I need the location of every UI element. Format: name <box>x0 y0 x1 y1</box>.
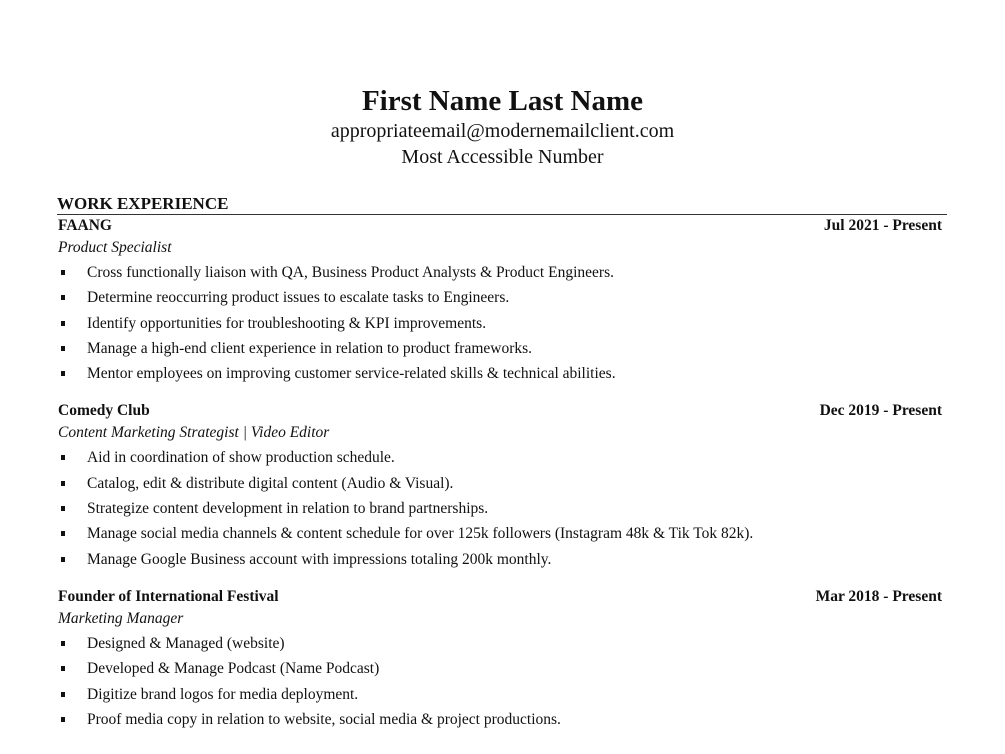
list-item <box>58 445 942 470</box>
job-role: Marketing Manager <box>58 609 184 627</box>
bullet-icon <box>61 666 65 671</box>
bullet-icon <box>61 717 65 722</box>
bullet-list <box>58 445 942 571</box>
bullet-text: Mentor employees on improving customer service-related skills & technical abilities. <box>87 365 616 383</box>
company-name: Comedy Club <box>58 402 150 420</box>
list-item <box>58 496 942 521</box>
bullet-icon <box>61 481 65 486</box>
list-item <box>58 682 942 707</box>
bullet-icon <box>61 371 65 376</box>
list-item <box>58 707 942 732</box>
bullet-icon <box>61 557 65 562</box>
bullet-text: Determine reoccurring product issues to escalate tasks to Engineers. <box>87 289 510 307</box>
bullet-text: Catalog, edit & distribute digital content (Audio & Visual). <box>87 474 454 492</box>
bullet-text: Digitize brand logos for media deployment. <box>87 685 359 703</box>
job-entry <box>58 215 942 386</box>
bullet-icon <box>61 346 65 351</box>
section-title: WORK EXPERIENCE <box>57 193 947 215</box>
list-item <box>58 547 942 572</box>
bullet-text: Proof media copy in relation to website, social media & project productions. <box>87 710 561 728</box>
bullet-icon <box>61 295 65 300</box>
list-item <box>58 311 942 336</box>
bullet-text: Strategize content development in relation to brand partnerships. <box>87 500 489 518</box>
bullet-text: Aid in coordination of show production schedule. <box>87 449 395 467</box>
bullet-text: Designed & Managed (website) <box>87 634 285 652</box>
list-item <box>58 260 942 285</box>
bullet-text: Manage Google Business account with impressions totaling 200k monthly. <box>87 550 552 568</box>
list-item <box>58 285 942 310</box>
bullet-text: Manage a high-end client experience in relation to product frameworks. <box>87 339 533 357</box>
bullet-list <box>58 260 942 386</box>
email: appropriateemail@modernemailclient.com <box>330 120 675 142</box>
bullet-text: Manage social media channels & content schedule for over 125k followers (Instagram 48k & Tik Tok 82k). <box>87 525 754 543</box>
work-experience-section <box>57 193 947 732</box>
bullet-icon <box>61 506 65 511</box>
bullet-list <box>58 631 942 732</box>
bullet-icon <box>61 531 65 536</box>
company-name: FAANG <box>58 217 112 234</box>
bullet-icon <box>61 641 65 646</box>
job-dates: Mar 2018 - Present <box>815 587 942 605</box>
bullet-icon <box>61 455 65 460</box>
phone: Most Accessible Number <box>401 146 604 168</box>
list-item <box>58 631 942 656</box>
candidate-name: First Name Last Name <box>361 85 644 117</box>
bullet-text: Identify opportunities for troubleshooting & KPI improvements. <box>87 314 487 332</box>
resume-header <box>0 84 1005 170</box>
list-item <box>58 336 942 361</box>
job-role: Content Marketing Strategist | Video Editor <box>58 424 330 442</box>
bullet-icon <box>61 270 65 275</box>
job-entry <box>58 400 942 571</box>
list-item <box>58 656 942 681</box>
list-item <box>58 361 942 386</box>
job-dates: Jul 2021 - Present <box>823 217 942 234</box>
bullet-text: Developed & Manage Podcast (Name Podcast) <box>87 660 380 678</box>
job-dates: Dec 2019 - Present <box>819 402 942 420</box>
list-item <box>58 521 942 546</box>
bullet-text: Cross functionally liaison with QA, Business Product Analysts & Product Engineers. <box>87 264 614 281</box>
bullet-icon <box>61 692 65 697</box>
job-role: Product Specialist <box>58 239 172 256</box>
company-name: Founder of International Festival <box>58 587 279 605</box>
list-item <box>58 471 942 496</box>
bullet-icon <box>61 321 65 326</box>
job-entry <box>58 586 942 732</box>
